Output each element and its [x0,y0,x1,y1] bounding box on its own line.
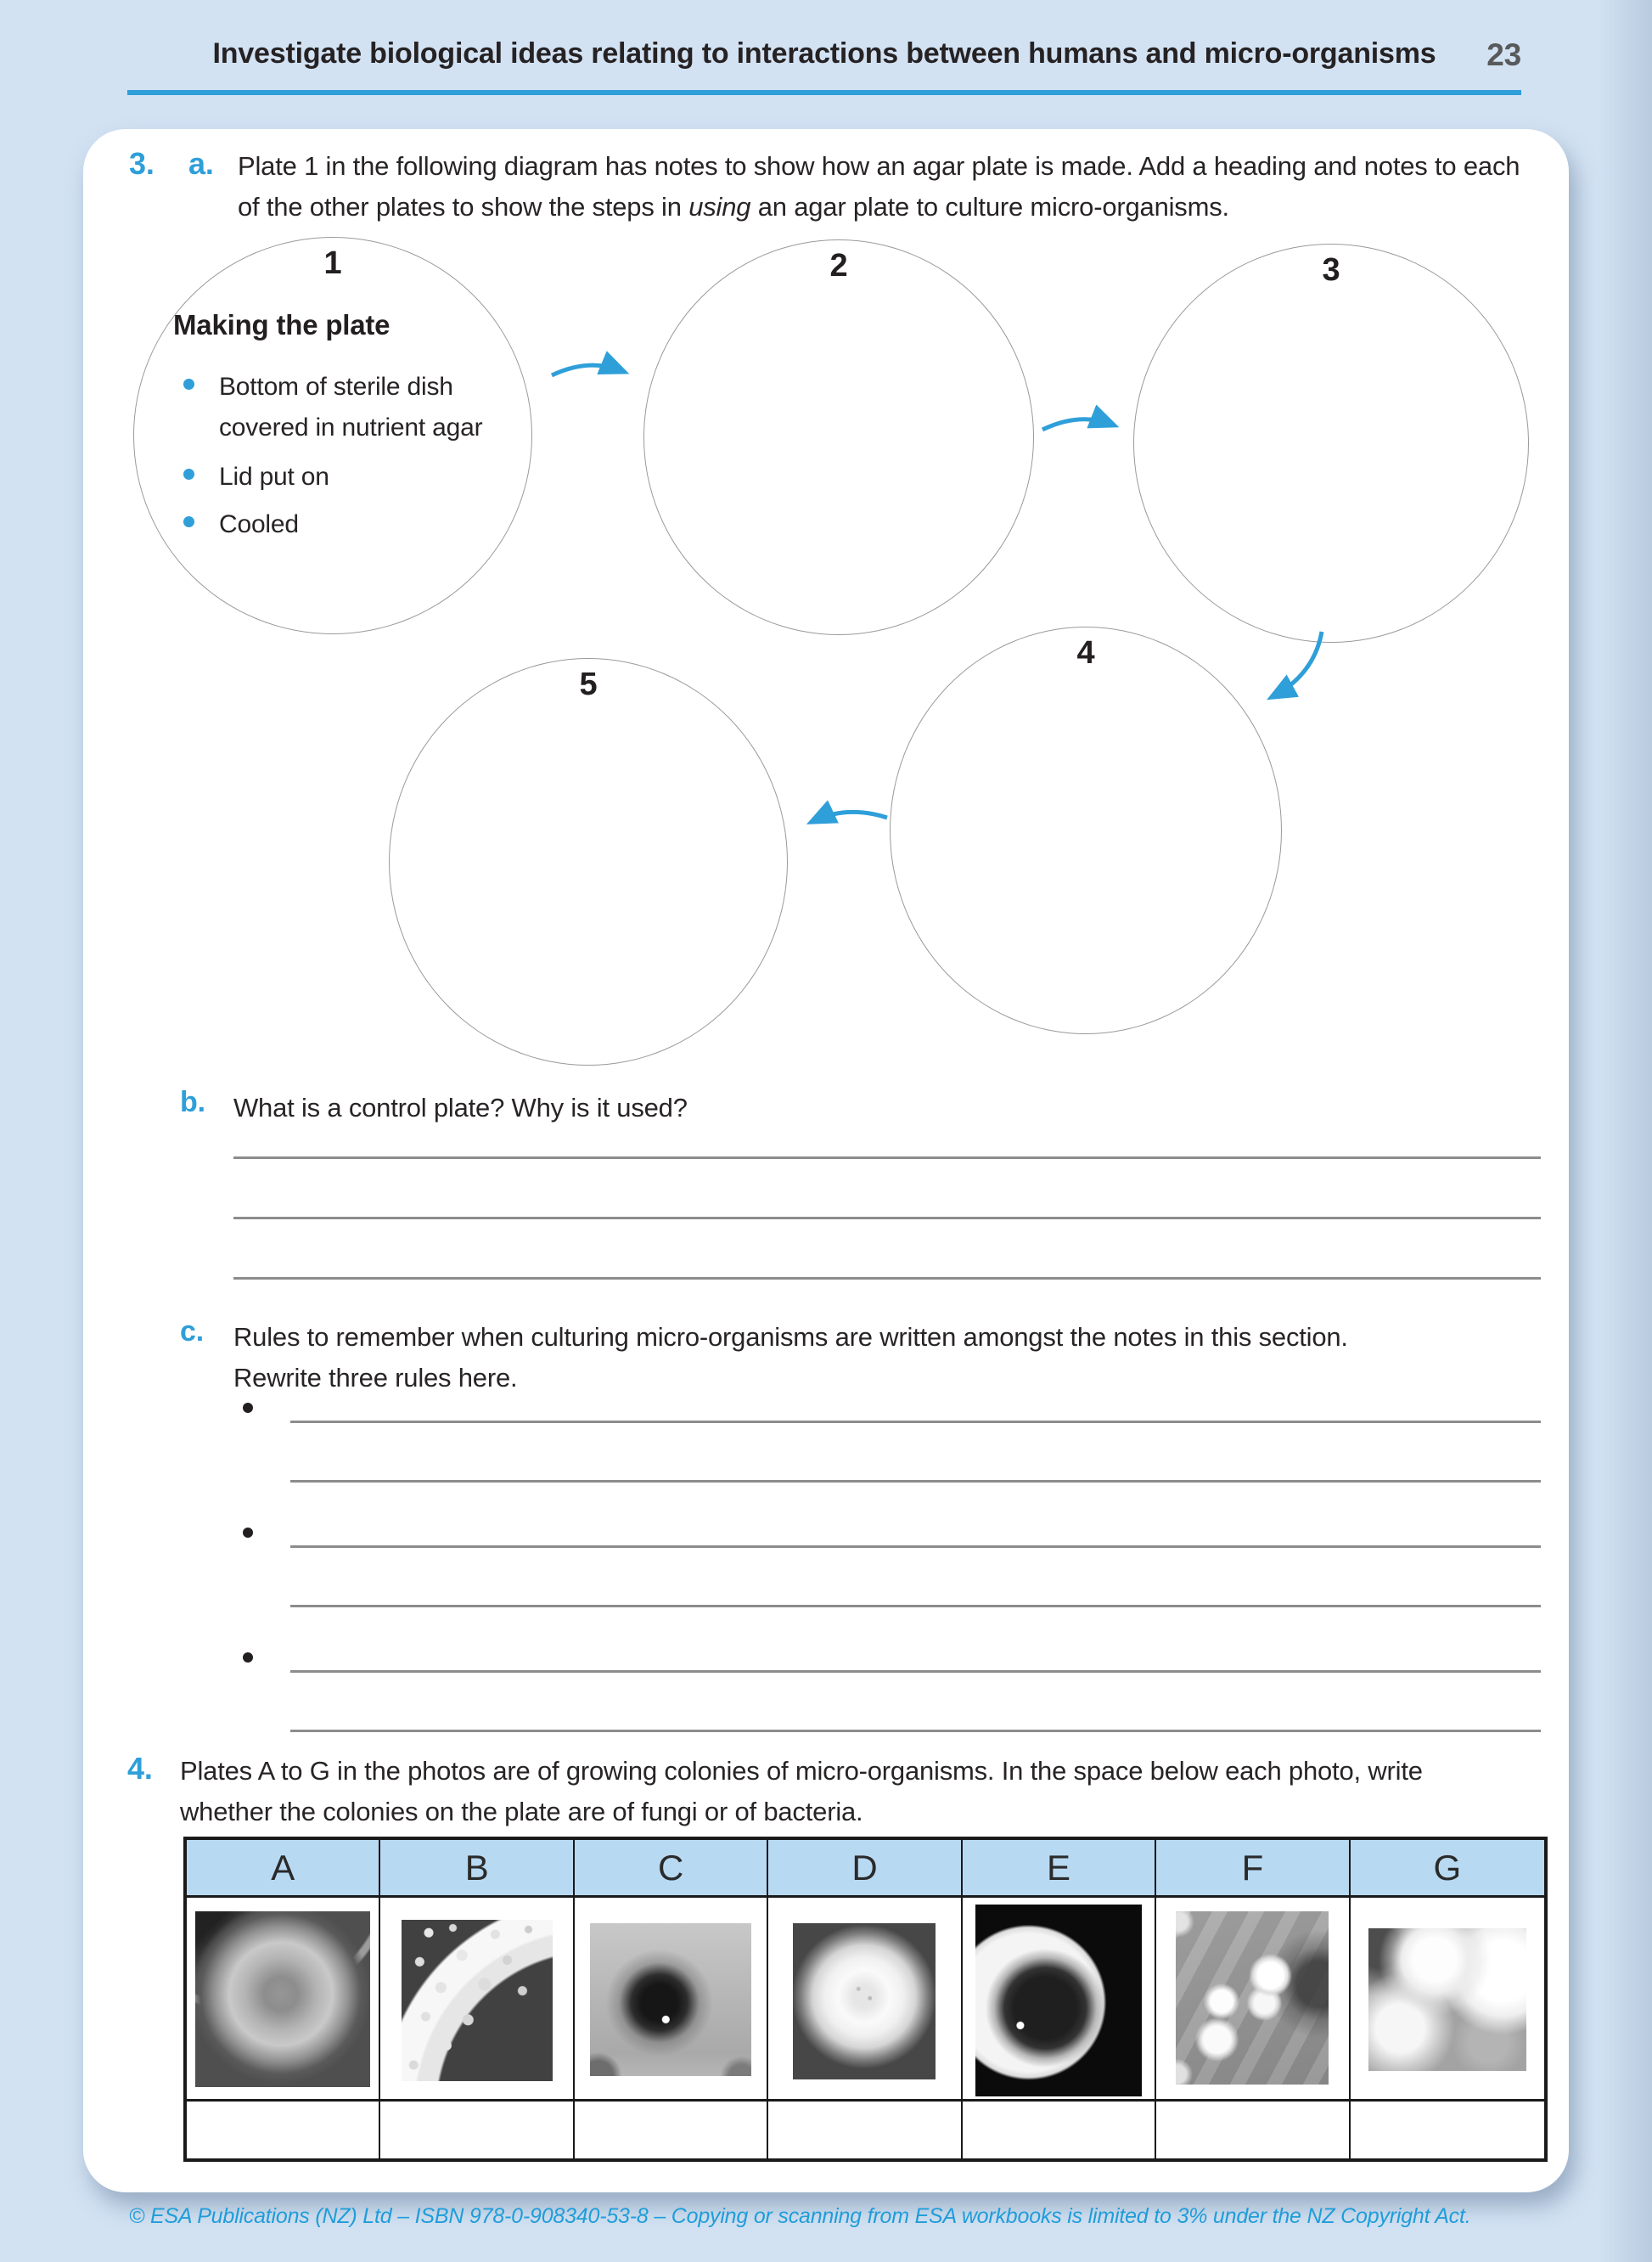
answer-line[interactable] [233,1156,1541,1159]
question-3b-text: What is a control plate? Why is it used? [233,1093,688,1123]
photo-cell-g [1351,1898,1544,2102]
plate-photo-f [1176,1911,1329,2085]
bullet-dot-icon [183,379,194,390]
footer-copyright: © ESA Publications (NZ) Ltd – ISBN 978-0-908340-53-8 – Copying or scanning from ESA workbooks is limited to 3% under the NZ Copyright Act. [129,2204,1471,2228]
question-4-number: 4. [127,1751,153,1786]
answer-cell-g[interactable] [1351,2102,1544,2158]
question-3a-text-italic: using [688,192,751,222]
page-edge-shading [1598,0,1652,2262]
table-header-e: E [963,1840,1156,1898]
question-3c-text-line1: Rules to remember when culturing micro-organisms are written amongst the notes in this section. [233,1322,1348,1352]
answer-line[interactable] [233,1217,1541,1219]
table-header-c: C [575,1840,768,1898]
answer-line[interactable] [290,1605,1541,1607]
photo-cell-c [575,1898,768,2102]
plate-1-note-text: Bottom of sterile dish covered in nutrient agar [219,373,483,442]
answer-line[interactable] [290,1670,1541,1673]
table-header-f: F [1156,1840,1350,1898]
bullet-dot-icon [243,1403,253,1413]
answer-line[interactable] [290,1730,1541,1732]
question-3c-label: c. [180,1315,204,1348]
plate-1-note [183,367,512,448]
bullet-dot-icon [243,1528,253,1538]
plate-1-note-text: Lid put on [219,463,329,491]
plate-1-number: 1 [323,245,342,281]
page-title: Investigate biological ideas relating to interactions between humans and micro-organisms [212,37,1436,70]
plate-photo-e [975,1905,1142,2096]
header-rule [127,90,1521,95]
photo-cell-e [963,1898,1156,2102]
answer-line[interactable] [290,1480,1541,1483]
answer-cell-b[interactable] [380,2102,574,2158]
question-3-number: 3. [129,146,155,181]
plate-2-number: 2 [829,248,848,284]
bullet-dot-icon [183,469,194,480]
plate-1-note [183,457,512,498]
plate-photo-d [793,1923,936,2079]
plate-5-number: 5 [579,667,598,702]
question-4-text-line1: Plates A to G in the photos are of growing colonies of micro-organisms. In the space below each photo, write [180,1756,1423,1786]
plate-4-number: 4 [1076,635,1095,671]
plate-1-heading: Making the plate [173,309,391,340]
table-header-b: B [380,1840,574,1898]
plate-4[interactable] [890,627,1282,1034]
plate-photo-g [1368,1928,1526,2071]
photo-cell-a [187,1898,380,2102]
plate-1 [133,237,532,634]
answer-cell-d[interactable] [768,2102,962,2158]
question-3a-text [238,146,1524,228]
plate-photo-c [590,1923,751,2076]
plate-photo-b [402,1920,553,2081]
photo-cell-b [380,1898,574,2102]
bullet-dot-icon [183,516,194,527]
question-3b-label: b. [180,1086,205,1118]
photo-cell-f [1156,1898,1350,2102]
answer-cell-a[interactable] [187,2102,380,2158]
question-3a-text-part2: an agar plate to culture micro-organisms. [750,192,1229,222]
table-header-a: A [187,1840,380,1898]
table-header-d: D [768,1840,962,1898]
question-4-text-line2: whether the colonies on the plate are of fungi or of bacteria. [180,1797,863,1826]
answer-cell-c[interactable] [575,2102,768,2158]
plate-5[interactable] [389,658,788,1066]
answer-line[interactable] [290,1421,1541,1423]
plate-1-note-text: Cooled [219,510,299,538]
answer-cell-e[interactable] [963,2102,1156,2158]
page-number: 23 [1486,37,1521,72]
answer-line[interactable] [233,1277,1541,1280]
plate-3[interactable] [1133,244,1529,643]
plate-photo-a [195,1911,370,2087]
question-3a-text-part1: Plate 1 in the following diagram has notes to show how an agar plate is made. Add a heading and notes to each of the other plates to show the steps in [238,151,1520,222]
plate-1-note [183,504,512,545]
question-3a-label: a. [188,146,214,181]
answer-line[interactable] [290,1545,1541,1548]
answer-cell-f[interactable] [1156,2102,1350,2158]
question-3c-text-line2: Rewrite three rules here. [233,1363,518,1393]
plate-3-number: 3 [1322,252,1340,288]
plates-table [183,1837,1548,2162]
bullet-dot-icon [243,1652,253,1663]
photo-cell-d [768,1898,962,2102]
plate-2[interactable] [643,239,1034,635]
table-header-g: G [1351,1840,1544,1898]
